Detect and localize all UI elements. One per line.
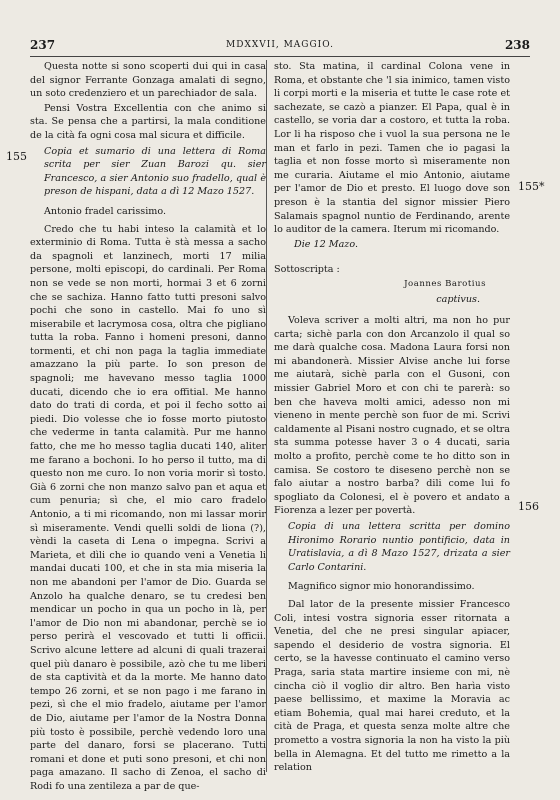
subscription-label: Sottoscripta :	[274, 264, 340, 276]
margin-number-156: 156	[518, 500, 539, 513]
signature-name: Joannes Barotius	[404, 278, 486, 289]
letter-date: Die 12 Mazo.	[294, 238, 358, 250]
page-number-right: 238	[504, 38, 530, 52]
paragraph: sto. Sta matina, il cardinal Colona vene in Roma, et obstante che 'l sia inimico, tamen visto li corpi morti e la miseria et tutte le case rote et sachezate, se cazò a pianzer. El Papa, qual è in castello, se voria dar a costoro, et tutta la roba. Lor li ha risposo che i vuol la sua persona ne le man et farlo in pezi. Tamen che io pagasi la taglia et non fosse morto sì miseramente non me curaria. Aiutame el mio Antonio, aiutame per l'amor de Dio et presto. El luogo dove son preson è la stantia del signor missier Piero Salamais spagnol nuntio de Ferdinando, arente lo auditor de la camera. Iterum mi ricomando.	[274, 61, 510, 236]
page-number-left: 237	[30, 38, 56, 52]
margin-number-155: 155	[6, 150, 27, 163]
paragraph: Voleva scriver a molti altri, ma non ho pur carta; sichè parla con don Arcanzolo il qual so me darà qualche cosa. Madona Laura forsi non mi abandonerà. Missier Alvise anche lui forse me aiutarà, sichè parla con el Gusoni, con missier Gabriel Moro et con chi te parerà: so ben che haveva molti amici, adesso non mi vieneno in mente perchè son fuor de mi. Scrivi caldamente al Pisani nostro cugnado, et se oltra sta summa potesse haver 3 o 4 ducati, saria molto a profito, perchè come te ho ditto son in camisa. Se costoro te diseseno perchè non se falo aiutar a nostro barba? dili come lui fo spogliato da Colonesi, el è povero et andato a Fiorenza a lezer per povertà.	[274, 315, 510, 517]
paragraph: Dal lator de la presente missier Francesco Coli, intesi vostra signoria esser ritornata a Venetia, del che ne presi singular apiacer, sapendo el desiderio de vostra signoria. El certo, se la havesse continuato el camino verso Praga, saria stata martire insieme con mi, nè cincha ciò il voglio dir altro. Ben harìa visto paese bellissimo, et maxime la Moravia ac etiam Bohemia, qual mai harei creduto, et la cità de Praga, et questa senza molte altre che prometto a vostra signoria la non ha visto la più bella in Alemagna. Et del tutto me rimetto a la relation	[274, 598, 510, 774]
page-header	[30, 38, 530, 56]
header-rule	[30, 56, 530, 57]
column-divider	[266, 60, 267, 772]
salutation: Antonio fradel carissimo.	[44, 205, 167, 217]
salutation: Magnifico signor mio honorandissimo.	[288, 581, 475, 593]
signature-title: captivus.	[436, 293, 480, 305]
left-column	[30, 60, 266, 794]
paragraph: Questa notte si sono scoperti dui qui in casa del signor Ferrante Gonzaga amalati di segno, un soto credenziero et un parechiador de sala.	[30, 61, 266, 100]
document-heading: Copia di una lettera scritta per domino Hironimo Rorario nuntio pontificio, data in Uratislavia, a dì 8 Mazo 1527, drizata a sier Carlo Contarini.	[288, 521, 510, 573]
document-heading: Copia et sumario di una lettera di Roma scrita per sier Zuan Barozi qu. sier Francesco, a sier Antonio suo fradello, qual è preson de hispani, data a dì 12 Mazo 1527.	[44, 145, 266, 198]
right-column	[274, 60, 510, 776]
paragraph: Pensi Vostra Excellentia con che animo si sta. Se pensa che a partirsi, la mala conditione de la cità fa ogni cosa mal sicura et difficile.	[30, 102, 266, 141]
running-head: MDXXVII, MAGGIO.	[226, 40, 334, 50]
margin-number-155-star: 155*	[518, 180, 545, 193]
paragraph: Credo che tu habi inteso la calamità et lo exterminio di Roma. Tutta è stà messa a sacho da spagnoli et lanzinech, morti 17 milia persone, molti episcopi, do cardinali. Per Roma non se vede se non morti, hormai 3 et 6 zorni che se sachiza. Hanno fatto tutti presoni salvo pochi che sono in castello. Mai fo uno sì miserabile et lacrymosa cosa, oltra che pigliano tutta la roba. Fanno i homeni presoni, danno tormenti, et chi non paga la taglia immediate amazzano la più parte. Io son preson de spagnoli; me havevano messo taglia 1000 ducati, dicendo che io era offitial. Me hanno dato do trati di corda, et poi il fecho sotto ai piedi. Dio volesse che io fosse morto piutosto che vederme in tanta calamità. Pur me hanno fatto, che me ho messo taglia ducati 140, aliter me farano a bochoni. Io ho perso il tutto, ma di questo non me curo. Io non voria morir sì tosto. Già 6 zorni che non manzo salvo pan et aqua et cum penuria; sì che, el mio caro fradelo Antonio, a ti mi ricomando, non mi lassar morir sì miseramente. Vendi quelli soldi de liona (?), vèndi la caseta di Lena o impegna. Scrivi a Marieta, et dìli che io quando veni a Venetia li mandai ducati 100, et che in sta mia miseria la non me abandoni per l'amor de Dio. Guarda se Anzolo ha qualche denaro, se tu credesi ben mendicar un pocho in qua un pocho in là, per l'amor de Dio non mi abandonar, perchè se io perso perirà el vescovado et tutti li officii. Scrivo alcune lettere ad alcuni di quali trazerai quel più danaro è possibile, azò che tu me liberi de sta captività et da la morte. Me hanno dato tempo 26 zorni, et se non pago i me farano in pezi, sì che el mio fradelo, aiutame per l'amor de Dio, aiutame per l'amor de la Nostra Donna più tosto è possibile, perchè vedendo loro una parte del danaro, forsi se placerano. Tutti romani et done et puti sono presoni, et chi non paga amazano. Il sacho di Zenoa, el sacho di Rodi fo una zentileza a par de que-	[30, 223, 266, 792]
